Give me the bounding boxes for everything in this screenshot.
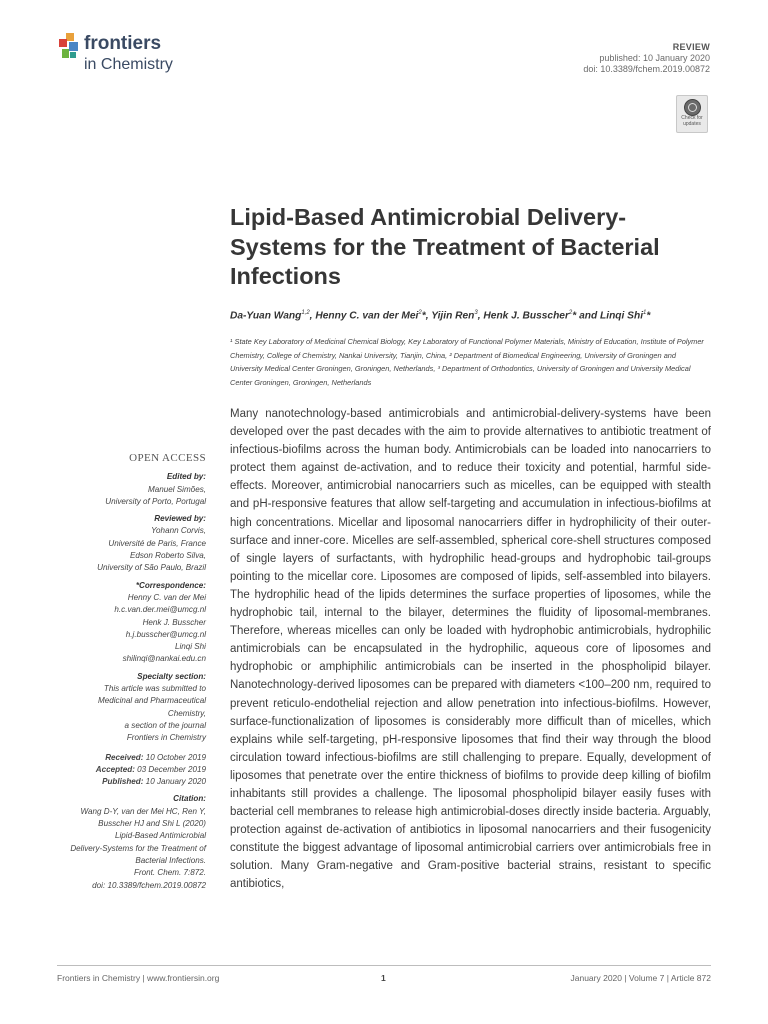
editor-affiliation: University of Porto, Portugal	[105, 496, 206, 506]
citation-line: Front. Chem. 7:872.	[134, 868, 206, 878]
specialty-line: Frontiers in Chemistry	[126, 733, 206, 743]
doi[interactable]: doi: 10.3389/fchem.2019.00872	[583, 64, 710, 74]
edited-by-heading: Edited by:	[166, 472, 206, 482]
specialty-line: a section of the journal	[124, 720, 206, 730]
page-number: 1	[381, 973, 386, 983]
author[interactable]: Da-Yuan Wang	[230, 310, 302, 322]
article-dates	[40, 752, 206, 789]
affiliations: ¹ State Key Laboratory of Medicinal Chemical Biology, Key Laboratory of Functional Polymer Materials, Ministry of Education, Institute of Polymer Chemistry, College of Chemistry, Nankai University, Tianjin, China, ² Department of Biomedical Engineering, University of Groningen and University Medical Center Groningen, Groningen, Netherlands, ³ Department of Orthodontics, University of Groningen and University Medical Center Groningen, Groningen, Netherlands	[230, 337, 704, 387]
publication-info	[583, 42, 710, 75]
received-date: Received: 10 October 2019	[105, 752, 206, 762]
correspondent-name: Linqi Shi	[174, 642, 206, 652]
update-check-icon	[684, 99, 701, 116]
frontiers-logo-icon	[57, 33, 81, 61]
reviewer-name: Edson Roberto Silva,	[129, 551, 206, 561]
correspondence-heading: *Correspondence:	[135, 580, 206, 590]
accepted-date: Accepted: 03 December 2019	[95, 764, 206, 774]
reviewer-affiliation: Université de Paris, France	[108, 538, 206, 548]
article-type: REVIEW	[672, 42, 710, 52]
footer-divider	[57, 965, 711, 966]
check-for-updates-badge[interactable]	[676, 95, 708, 133]
specialty-line: Chemistry,	[167, 708, 206, 718]
correspondent-email[interactable]: h.c.van.der.mei@umcg.nl	[114, 605, 206, 615]
published-date-sidebar: Published: 10 January 2020	[102, 777, 206, 787]
citation-line: Wang D-Y, van der Mei HC, Ren Y,	[80, 806, 206, 816]
citation-line: Lipid-Based Antimicrobial	[114, 831, 206, 841]
author[interactable]: Henk J. Busscher	[483, 310, 569, 322]
specialty-line: Medicinal and Pharmaceutical	[98, 696, 206, 706]
correspondent-email[interactable]: h.j.busscher@umcg.nl	[125, 629, 206, 639]
reviewer-name: Yohann Corvis,	[151, 526, 206, 536]
correspondent-name: Henny C. van der Mei	[127, 592, 206, 602]
specialty-line: This article was submitted to	[103, 684, 206, 694]
author-list: Da-Yuan Wang$^{1,2}$, Henny C. van der Mei$^2$*, Yijin Ren$^3$, Henk J. Busscher$^2$* and Linqi Shi$^1$*	[230, 310, 651, 322]
brand-name: frontiers	[84, 33, 162, 54]
citation-line: Bacterial Infections.	[135, 855, 206, 865]
author[interactable]: Linqi Shi	[600, 310, 644, 322]
footer-issue-info: January 2020 | Volume 7 | Article 872	[570, 973, 711, 983]
author[interactable]: Henny C. van der Mei	[315, 310, 419, 322]
citation-line: Busscher HJ and Shi L (2020)	[98, 819, 206, 829]
reviewed-by-heading: Reviewed by:	[154, 514, 206, 524]
check-updates-label: Check for updates	[681, 115, 703, 127]
article-sidebar	[40, 452, 206, 892]
published-date: published: 10 January 2020	[599, 53, 710, 63]
abstract-text: Many nanotechnology-based antimicrobials and antimicrobial-delivery-systems have been developed over the past decades with the aim to provide alternatives to antibiotic treatment of infectious-biofilms across the human body. Antimicrobials can be loaded into nanocarriers to protect them against de-activation, and to reduce their toxicity and potential, harmful side-effects. Moreover, antimicrobial nanocarriers such as micelles, can be equipped with stealth and pH-responsive features that allow self-targeting and accumulation in infectious-biofilms at high concentrations. Micellar and liposomal nanocarriers differ in hydrophilicity of their outer-surface and inner-core. Micelles are self-assembled, spherical core-shell structures composed of single layers of surfactants, with hydrophilic head-groups and hydrophobic tail-groups pointing to the micellar core. Liposomes are composed of lipids, self-assembled into bilayers. The hydrophilic head of the lipids determines the surface properties of liposomes, while the hydrophobic tail, internal to the bilayer, determines the fluidity of liposomal-membranes. Therefore, whereas micelles can only be loaded with hydrophobic antimicrobials, hydrophilic antimicrobials can be encapsulated in the hydrophilic, aqueous core of liposomes and hydrophobic or amphiphilic antimicrobials can be inserted in the phospholipid bilayer. Nanotechnology-derived liposomes can be prepared with diameters <100–200 nm, required to prevent reticulo-endothelial rejection and allow penetration into infectious-biofilms. However, surface-functionalization of liposomes is considerably more difficult than of micelles, which explains while self-targeting, pH-responsive liposomes that find their way through the blood circulation toward infectious-biofilms are still challenging to prepare. Equally, development of liposomes that penetrate over the entire thickness of biofilms to provide deep killing of biofilm inhabitants still provides a challenge. The liposomal phospholipid bilayer easily fuses with bacterial cell membranes to release high antimicrobial-doses directly inside bacteria. Arguably, protection against de-activation of antibiotics in liposomal nanocarriers and their fusogenicity constitute the biggest advantage of liposomal antimicrobial carriers over antimicrobials free in solution. Many Gram-negative and Gram-positive bacterial strains, resistant to specific antibiotics,	[230, 408, 711, 891]
specialty-heading: Specialty section:	[137, 671, 206, 681]
editor-name: Manuel Simões,	[147, 484, 206, 494]
reviewer-affiliation: University of São Paulo, Brazil	[97, 563, 206, 573]
footer-journal-link[interactable]: Frontiers in Chemistry | www.frontiersin.org	[57, 973, 220, 983]
journal-logo[interactable]	[57, 33, 197, 81]
citation-doi[interactable]: doi: 10.3389/fchem.2019.00872	[92, 880, 206, 890]
citation-line: Delivery-Systems for the Treatment of	[70, 843, 206, 853]
journal-name: in Chemistry	[84, 56, 173, 73]
correspondent-name: Henk J. Busscher	[142, 617, 206, 627]
article-title: Lipid-Based Antimicrobial Delivery-Systems for the Treatment of Bacterial Infections	[230, 204, 660, 289]
author[interactable]: Yijin Ren	[431, 310, 475, 322]
citation-heading: Citation:	[173, 794, 206, 804]
open-access-label: OPEN ACCESS	[129, 452, 206, 464]
correspondent-email[interactable]: shilinqi@nankai.edu.cn	[122, 654, 206, 664]
